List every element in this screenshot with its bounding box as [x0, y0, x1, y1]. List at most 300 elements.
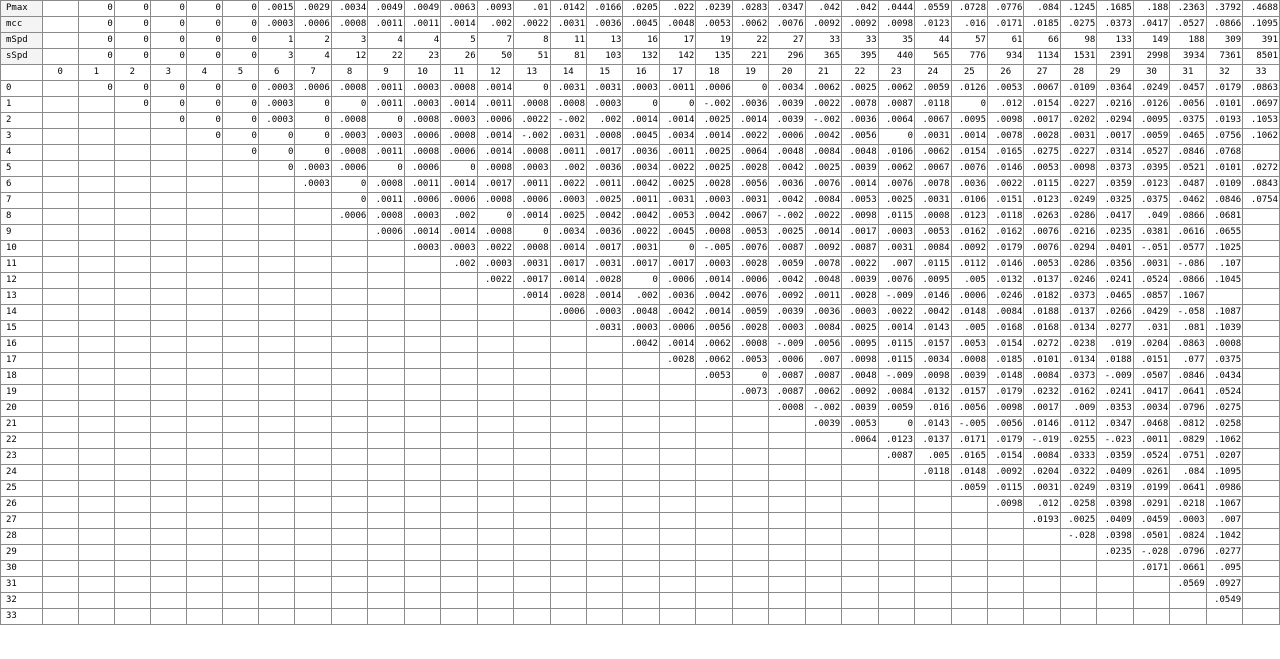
grid-cell[interactable] [222, 433, 258, 449]
grid-cell[interactable] [404, 481, 440, 497]
grid-cell[interactable] [623, 385, 659, 401]
grid-cell[interactable] [623, 481, 659, 497]
grid-cell[interactable]: .0227 [1060, 177, 1096, 193]
row-index[interactable]: 33 [1, 609, 43, 625]
grid-cell[interactable]: .0008 [587, 129, 623, 145]
grid-cell[interactable] [258, 529, 294, 545]
grid-cell[interactable] [514, 593, 550, 609]
grid-cell[interactable]: .0812 [1170, 417, 1206, 433]
row-index[interactable]: 12 [1, 273, 43, 289]
grid-cell[interactable] [295, 257, 331, 273]
grid-cell[interactable]: .0294 [1097, 113, 1133, 129]
grid-cell[interactable] [114, 305, 150, 321]
grid-cell[interactable] [150, 385, 186, 401]
grid-cell[interactable] [404, 433, 440, 449]
grid-cell[interactable] [550, 353, 586, 369]
grid-cell[interactable]: .0014 [587, 289, 623, 305]
grid-cell[interactable]: .0022 [550, 177, 586, 193]
grid-cell[interactable]: 0 [114, 49, 150, 65]
grid-cell[interactable] [258, 305, 294, 321]
grid-cell[interactable]: .0137 [915, 433, 951, 449]
grid-cell[interactable] [805, 433, 841, 449]
grid-cell[interactable] [696, 401, 732, 417]
grid-cell[interactable] [769, 513, 805, 529]
grid-cell[interactable] [78, 481, 114, 497]
grid-cell[interactable]: .0008 [514, 97, 550, 113]
grid-cell[interactable] [1243, 481, 1280, 497]
grid-cell[interactable] [258, 321, 294, 337]
grid-cell[interactable]: 0 [295, 97, 331, 113]
grid-cell[interactable]: .0521 [1170, 161, 1206, 177]
grid-cell[interactable]: .0006 [477, 113, 513, 129]
grid-cell[interactable] [368, 481, 404, 497]
grid-cell[interactable]: .0062 [805, 385, 841, 401]
grid-cell[interactable]: 7361 [1206, 49, 1242, 65]
grid-cell[interactable] [295, 417, 331, 433]
grid-cell[interactable] [550, 593, 586, 609]
grid-cell[interactable] [441, 497, 477, 513]
grid-cell[interactable] [78, 241, 114, 257]
grid-cell[interactable]: 0 [368, 161, 404, 177]
grid-cell[interactable] [587, 561, 623, 577]
grid-cell[interactable]: .0434 [1206, 369, 1242, 385]
grid-cell[interactable] [368, 305, 404, 321]
grid-cell[interactable] [805, 497, 841, 513]
grid-cell[interactable] [42, 481, 78, 497]
grid-cell[interactable] [1243, 529, 1280, 545]
row-index[interactable]: 11 [1, 257, 43, 273]
grid-cell[interactable] [368, 353, 404, 369]
grid-cell[interactable]: .0011 [659, 145, 695, 161]
grid-cell[interactable] [623, 433, 659, 449]
grid-cell[interactable]: .005 [915, 449, 951, 465]
grid-cell[interactable]: .0003 [441, 241, 477, 257]
grid-cell[interactable] [441, 513, 477, 529]
grid-cell[interactable]: .0134 [1060, 321, 1096, 337]
row-index[interactable]: 22 [1, 433, 43, 449]
grid-cell[interactable] [1097, 577, 1133, 593]
grid-cell[interactable]: .0866 [1170, 273, 1206, 289]
grid-cell[interactable]: 0 [732, 369, 768, 385]
grid-cell[interactable] [441, 273, 477, 289]
grid-cell[interactable] [295, 369, 331, 385]
grid-cell[interactable] [1024, 529, 1060, 545]
grid-cell[interactable]: .0028 [732, 161, 768, 177]
grid-cell[interactable]: .0227 [1060, 145, 1096, 161]
grid-cell[interactable]: .0022 [477, 273, 513, 289]
row-index[interactable]: 23 [1, 449, 43, 465]
grid-cell[interactable] [623, 465, 659, 481]
grid-cell[interactable]: .0768 [1206, 145, 1242, 161]
grid-cell[interactable] [514, 385, 550, 401]
grid-cell[interactable] [42, 241, 78, 257]
grid-cell[interactable]: .0014 [732, 113, 768, 129]
grid-cell[interactable]: .0146 [915, 289, 951, 305]
grid-cell[interactable] [550, 609, 586, 625]
grid-cell[interactable]: .0364 [1097, 81, 1133, 97]
grid-cell[interactable] [441, 289, 477, 305]
grid-cell[interactable] [78, 97, 114, 113]
grid-cell[interactable]: 23 [404, 49, 440, 65]
grid-cell[interactable] [696, 465, 732, 481]
grid-cell[interactable]: .0034 [659, 129, 695, 145]
grid-cell[interactable]: .0241 [1097, 273, 1133, 289]
grid-cell[interactable]: .0022 [987, 177, 1023, 193]
grid-cell[interactable] [987, 609, 1023, 625]
grid-cell[interactable] [114, 289, 150, 305]
grid-cell[interactable]: .0076 [1024, 225, 1060, 241]
grid-cell[interactable] [78, 145, 114, 161]
grid-cell[interactable]: .0053 [696, 369, 732, 385]
grid-cell[interactable] [1243, 209, 1280, 225]
grid-cell[interactable] [295, 401, 331, 417]
row-index[interactable]: 29 [1, 545, 43, 561]
grid-cell[interactable]: .0011 [805, 289, 841, 305]
grid-cell[interactable] [1024, 577, 1060, 593]
grid-cell[interactable] [441, 305, 477, 321]
grid-cell[interactable]: .0014 [659, 113, 695, 129]
grid-cell[interactable]: .0524 [1206, 385, 1242, 401]
grid-cell[interactable]: .0017 [477, 177, 513, 193]
grid-cell[interactable] [78, 433, 114, 449]
grid-cell[interactable]: .0179 [987, 241, 1023, 257]
grid-cell[interactable] [987, 593, 1023, 609]
grid-cell[interactable]: .0003 [514, 161, 550, 177]
grid-cell[interactable] [514, 369, 550, 385]
column-index[interactable]: 30 [1133, 65, 1169, 81]
grid-cell[interactable] [150, 465, 186, 481]
grid-cell[interactable]: .0067 [1024, 81, 1060, 97]
grid-cell[interactable] [805, 593, 841, 609]
grid-cell[interactable] [514, 545, 550, 561]
row-index[interactable]: 8 [1, 209, 43, 225]
grid-cell[interactable] [186, 225, 222, 241]
grid-cell[interactable] [295, 529, 331, 545]
grid-cell[interactable] [441, 593, 477, 609]
grid-cell[interactable]: -.002 [696, 97, 732, 113]
grid-cell[interactable] [222, 385, 258, 401]
grid-cell[interactable]: .019 [1097, 337, 1133, 353]
grid-cell[interactable]: .016 [951, 17, 987, 33]
grid-cell[interactable] [150, 401, 186, 417]
grid-cell[interactable]: .0048 [769, 145, 805, 161]
grid-cell[interactable]: .0053 [1024, 161, 1060, 177]
grid-cell[interactable]: .0283 [732, 1, 768, 17]
grid-cell[interactable]: 16 [623, 33, 659, 49]
row-index[interactable]: 31 [1, 577, 43, 593]
grid-cell[interactable]: .0796 [1170, 401, 1206, 417]
grid-cell[interactable] [78, 129, 114, 145]
grid-cell[interactable]: .002 [477, 17, 513, 33]
grid-cell[interactable]: .0025 [769, 225, 805, 241]
grid-cell[interactable] [78, 113, 114, 129]
grid-cell[interactable]: .0011 [404, 17, 440, 33]
grid-cell[interactable] [78, 257, 114, 273]
grid-cell[interactable] [42, 577, 78, 593]
grid-cell[interactable]: 8 [514, 33, 550, 49]
grid-cell[interactable] [477, 417, 513, 433]
column-index[interactable]: 33 [1243, 65, 1280, 81]
grid-cell[interactable]: .0073 [732, 385, 768, 401]
grid-cell[interactable]: .0028 [550, 289, 586, 305]
grid-cell[interactable] [1243, 449, 1280, 465]
grid-cell[interactable] [78, 513, 114, 529]
grid-cell[interactable]: -.005 [696, 241, 732, 257]
grid-cell[interactable]: .0003 [842, 305, 878, 321]
grid-cell[interactable] [186, 417, 222, 433]
grid-cell[interactable] [150, 545, 186, 561]
grid-cell[interactable]: .005 [951, 321, 987, 337]
grid-cell[interactable]: .0003 [404, 241, 440, 257]
grid-cell[interactable] [404, 353, 440, 369]
grid-cell[interactable]: .0017 [1024, 113, 1060, 129]
grid-cell[interactable]: .0028 [732, 257, 768, 273]
grid-cell[interactable] [258, 449, 294, 465]
grid-cell[interactable]: .0429 [1133, 305, 1169, 321]
row-index[interactable]: 28 [1, 529, 43, 545]
grid-cell[interactable] [514, 561, 550, 577]
grid-cell[interactable] [150, 145, 186, 161]
grid-cell[interactable] [1243, 241, 1280, 257]
grid-cell[interactable]: .0042 [769, 193, 805, 209]
grid-cell[interactable]: .0008 [769, 401, 805, 417]
grid-cell[interactable] [295, 449, 331, 465]
grid-cell[interactable]: .0238 [1060, 337, 1096, 353]
grid-cell[interactable] [222, 353, 258, 369]
grid-cell[interactable] [987, 529, 1023, 545]
row-index[interactable]: 1 [1, 97, 43, 113]
grid-cell[interactable] [150, 529, 186, 545]
grid-cell[interactable] [404, 417, 440, 433]
row-index[interactable]: 13 [1, 289, 43, 305]
grid-cell[interactable]: .0193 [1206, 113, 1242, 129]
grid-cell[interactable] [42, 113, 78, 129]
grid-cell[interactable]: 0 [222, 33, 258, 49]
grid-cell[interactable] [1060, 593, 1096, 609]
grid-cell[interactable]: 22 [368, 49, 404, 65]
grid-cell[interactable]: .0017 [587, 241, 623, 257]
grid-cell[interactable]: .009 [1060, 401, 1096, 417]
grid-cell[interactable]: .002 [550, 161, 586, 177]
grid-cell[interactable]: .0011 [404, 177, 440, 193]
grid-cell[interactable] [258, 577, 294, 593]
grid-cell[interactable]: .0846 [1206, 193, 1242, 209]
grid-cell[interactable] [186, 593, 222, 609]
grid-cell[interactable]: .0025 [878, 193, 914, 209]
grid-cell[interactable]: 0 [186, 129, 222, 145]
grid-cell[interactable] [514, 609, 550, 625]
grid-cell[interactable] [186, 609, 222, 625]
grid-cell[interactable]: .0776 [987, 1, 1023, 17]
column-index[interactable]: 18 [696, 65, 732, 81]
grid-cell[interactable] [331, 337, 367, 353]
grid-cell[interactable]: .0003 [696, 257, 732, 273]
grid-cell[interactable]: .0028 [696, 177, 732, 193]
grid-cell[interactable] [550, 433, 586, 449]
grid-cell[interactable]: .0059 [1133, 129, 1169, 145]
grid-cell[interactable] [222, 337, 258, 353]
grid-cell[interactable] [550, 449, 586, 465]
grid-cell[interactable] [441, 337, 477, 353]
grid-cell[interactable] [842, 497, 878, 513]
grid-cell[interactable]: .0045 [659, 225, 695, 241]
grid-cell[interactable]: .0048 [659, 17, 695, 33]
grid-cell[interactable] [477, 577, 513, 593]
grid-cell[interactable]: .0258 [1206, 417, 1242, 433]
grid-cell[interactable]: .042 [805, 1, 841, 17]
grid-cell[interactable]: .0006 [769, 353, 805, 369]
grid-cell[interactable] [878, 497, 914, 513]
grid-cell[interactable]: 133 [1097, 33, 1133, 49]
grid-cell[interactable]: .0143 [915, 321, 951, 337]
grid-cell[interactable] [368, 449, 404, 465]
grid-cell[interactable] [222, 161, 258, 177]
grid-cell[interactable]: 0 [222, 145, 258, 161]
grid-cell[interactable]: .0395 [1133, 161, 1169, 177]
grid-cell[interactable]: .0014 [550, 241, 586, 257]
grid-cell[interactable] [295, 289, 331, 305]
grid-cell[interactable] [441, 545, 477, 561]
grid-cell[interactable]: .0115 [915, 257, 951, 273]
grid-cell[interactable]: .0843 [1243, 177, 1280, 193]
grid-cell[interactable] [587, 497, 623, 513]
grid-cell[interactable] [78, 369, 114, 385]
grid-cell[interactable]: 51 [514, 49, 550, 65]
grid-cell[interactable]: .0157 [951, 385, 987, 401]
grid-cell[interactable] [42, 433, 78, 449]
grid-cell[interactable]: .0017 [514, 273, 550, 289]
grid-cell[interactable]: 8501 [1243, 49, 1280, 65]
grid-cell[interactable] [514, 577, 550, 593]
grid-cell[interactable]: .0092 [987, 465, 1023, 481]
grid-cell[interactable] [114, 417, 150, 433]
grid-cell[interactable]: 0 [150, 97, 186, 113]
grid-cell[interactable]: .0314 [1097, 145, 1133, 161]
grid-cell[interactable] [1243, 497, 1280, 513]
grid-cell[interactable]: .0824 [1170, 529, 1206, 545]
grid-cell[interactable] [441, 561, 477, 577]
grid-cell[interactable] [550, 417, 586, 433]
grid-cell[interactable]: .0154 [987, 449, 1023, 465]
grid-cell[interactable]: .0697 [1243, 97, 1280, 113]
grid-cell[interactable] [732, 433, 768, 449]
grid-cell[interactable] [696, 609, 732, 625]
grid-cell[interactable]: 0 [514, 81, 550, 97]
grid-cell[interactable]: .0042 [623, 209, 659, 225]
grid-cell[interactable] [258, 561, 294, 577]
grid-cell[interactable]: .0003 [404, 209, 440, 225]
grid-cell[interactable]: .0182 [1024, 289, 1060, 305]
grid-cell[interactable]: .0375 [1206, 353, 1242, 369]
grid-cell[interactable] [150, 353, 186, 369]
grid-cell[interactable]: .0084 [987, 305, 1023, 321]
grid-cell[interactable] [150, 577, 186, 593]
grid-cell[interactable] [514, 321, 550, 337]
grid-cell[interactable] [1024, 561, 1060, 577]
grid-cell[interactable]: .005 [951, 273, 987, 289]
column-index[interactable]: 1 [78, 65, 114, 81]
grid-cell[interactable] [222, 465, 258, 481]
grid-cell[interactable] [1243, 577, 1280, 593]
grid-cell[interactable]: .0008 [732, 337, 768, 353]
grid-cell[interactable] [295, 209, 331, 225]
grid-cell[interactable]: .0056 [987, 417, 1023, 433]
grid-cell[interactable] [368, 497, 404, 513]
grid-cell[interactable] [186, 257, 222, 273]
grid-cell[interactable] [42, 401, 78, 417]
grid-cell[interactable] [186, 529, 222, 545]
grid-cell[interactable]: .0078 [915, 177, 951, 193]
grid-cell[interactable] [331, 481, 367, 497]
grid-cell[interactable] [222, 417, 258, 433]
grid-cell[interactable]: .0039 [769, 305, 805, 321]
grid-cell[interactable]: 3 [258, 49, 294, 65]
grid-cell[interactable]: .002 [441, 257, 477, 273]
grid-cell[interactable]: .0006 [331, 161, 367, 177]
grid-cell[interactable] [258, 545, 294, 561]
grid-cell[interactable] [78, 385, 114, 401]
grid-cell[interactable] [258, 241, 294, 257]
grid-cell[interactable] [186, 561, 222, 577]
grid-cell[interactable] [915, 513, 951, 529]
grid-cell[interactable] [514, 417, 550, 433]
grid-cell[interactable] [623, 545, 659, 561]
column-index[interactable]: 7 [295, 65, 331, 81]
grid-cell[interactable]: .0092 [769, 289, 805, 305]
grid-cell[interactable] [222, 593, 258, 609]
grid-cell[interactable]: .0036 [587, 17, 623, 33]
row-index[interactable]: 10 [1, 241, 43, 257]
grid-cell[interactable] [514, 529, 550, 545]
grid-cell[interactable]: 395 [842, 49, 878, 65]
grid-cell[interactable]: .0034 [1133, 401, 1169, 417]
grid-cell[interactable] [732, 449, 768, 465]
grid-cell[interactable]: .0188 [1097, 353, 1133, 369]
grid-cell[interactable]: .0087 [769, 369, 805, 385]
grid-cell[interactable]: .0373 [1097, 17, 1133, 33]
grid-cell[interactable]: .0003 [587, 305, 623, 321]
grid-cell[interactable]: .0249 [1060, 481, 1096, 497]
grid-cell[interactable] [1170, 593, 1206, 609]
grid-cell[interactable] [368, 529, 404, 545]
grid-cell[interactable] [331, 273, 367, 289]
grid-cell[interactable]: .0006 [295, 81, 331, 97]
grid-cell[interactable]: .0017 [550, 257, 586, 273]
column-index[interactable]: 27 [1024, 65, 1060, 81]
grid-cell[interactable] [696, 417, 732, 433]
grid-cell[interactable] [78, 609, 114, 625]
grid-cell[interactable] [696, 577, 732, 593]
row-index[interactable]: 27 [1, 513, 43, 529]
grid-cell[interactable]: .0008 [331, 17, 367, 33]
grid-cell[interactable]: .0359 [1097, 449, 1133, 465]
grid-cell[interactable]: -.019 [1024, 433, 1060, 449]
grid-cell[interactable]: .107 [1206, 257, 1242, 273]
grid-cell[interactable]: .0154 [951, 145, 987, 161]
grid-cell[interactable]: .0241 [1097, 385, 1133, 401]
grid-cell[interactable] [1060, 545, 1096, 561]
grid-cell[interactable] [368, 321, 404, 337]
grid-cell[interactable] [951, 497, 987, 513]
grid-cell[interactable] [78, 305, 114, 321]
grid-cell[interactable] [878, 561, 914, 577]
grid-cell[interactable] [769, 417, 805, 433]
grid-cell[interactable]: .0216 [1060, 225, 1096, 241]
grid-cell[interactable]: .0011 [623, 193, 659, 209]
grid-cell[interactable]: 0 [878, 129, 914, 145]
grid-cell[interactable]: .0106 [951, 193, 987, 209]
grid-cell[interactable]: .0039 [842, 161, 878, 177]
